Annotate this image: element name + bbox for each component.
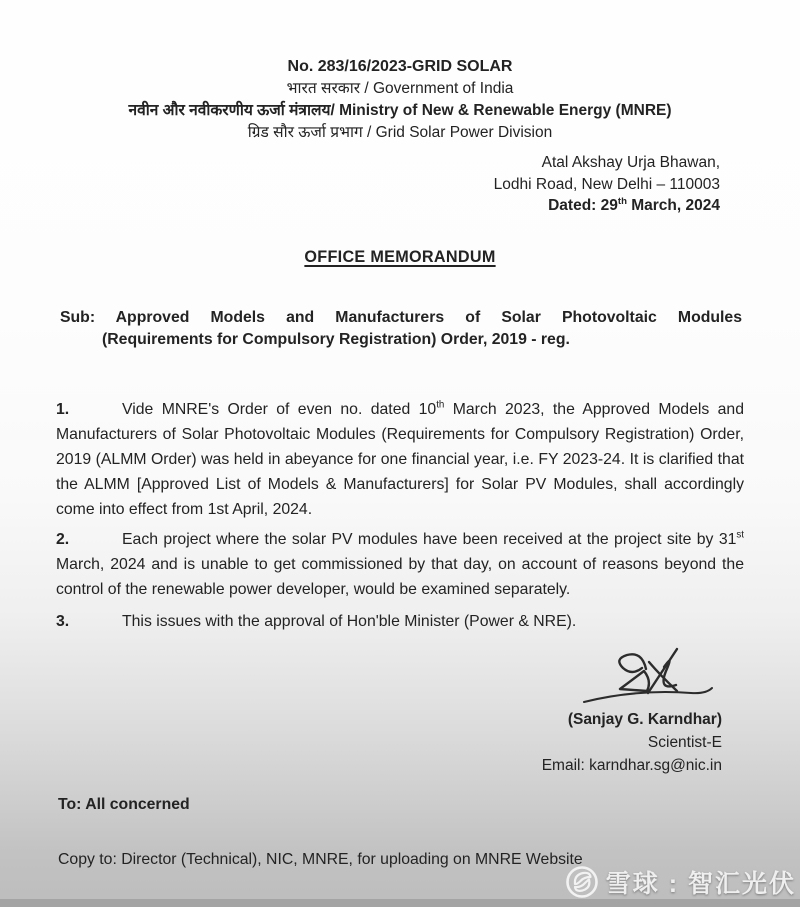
- subject-block: [60, 307, 742, 351]
- letterhead: [0, 56, 800, 144]
- date-text-rest: March, 2024: [626, 197, 720, 214]
- paragraph-2-superscript: st: [736, 529, 744, 541]
- paragraph-2: [56, 527, 744, 602]
- ministry-line: नवीन और नवीकरणीय ऊर्जा मंत्रालय/ Ministry of New & Renewable Energy (MNRE): [128, 102, 672, 119]
- date-line: [494, 195, 720, 217]
- paragraph-1-superscript: th: [436, 399, 445, 411]
- paragraph-3-number: 3.: [56, 613, 70, 630]
- memo-title-text: OFFICE MEMORANDUM: [304, 248, 496, 266]
- address-block: [494, 152, 720, 217]
- paragraph-1: [56, 397, 744, 522]
- government-line: भारत सरकार / Government of India: [286, 80, 514, 97]
- division-line: ग्रिड सौर ऊर्जा प्रभाग / Grid Solar Power Division: [247, 124, 553, 141]
- paragraph-1-number: 1.: [56, 401, 70, 418]
- reference-number: No. 283/16/2023-GRID SOLAR: [287, 58, 513, 75]
- paragraph-1-text-rest: March 2023, the Approved Models and Manufacturers of Solar Photovoltaic Modules (Requirements for Compulsory Registration) Order, 2019 (ALMM Order) was held in abeyance for one financial year, i.e. FY 2023-24. It is clarified that the ALMM [Approved List of Models & Manufacturers] for Solar PV Modules, shall accordingly come into effect from 1st April, 2024.: [56, 401, 744, 518]
- signatory-designation: Scientist-E: [647, 734, 722, 751]
- paragraph-1-text: Vide MNRE's Order of even no. dated 10: [122, 401, 437, 418]
- bottom-bar: [0, 899, 800, 907]
- signature-scribble: [556, 645, 716, 707]
- date-text: Dated: 29: [548, 197, 618, 214]
- paragraph-2-text: Each project where the solar PV modules have been received at the project site by 31: [122, 531, 737, 548]
- signatory-email: Email: karndhar.sg@nic.in: [541, 757, 722, 774]
- paragraph-2-number: 2.: [56, 531, 70, 548]
- paragraph-3-text: This issues with the approval of Hon'ble Minister (Power & NRE).: [122, 613, 577, 630]
- xueqiu-snowball-logo-icon: [565, 865, 599, 899]
- watermark-text: 雪球 : 智汇光伏: [605, 870, 796, 898]
- to-line: To: All concerned: [58, 796, 190, 813]
- signatory-name: (Sanjay G. Karndhar): [567, 711, 722, 728]
- address-line-1: Atal Akshay Urja Bhawan,: [541, 154, 720, 171]
- date-superscript: th: [617, 195, 627, 207]
- subject-line-2: (Requirements for Compulsory Registration) Order, 2019 - reg.: [102, 331, 570, 348]
- watermark: [565, 864, 796, 900]
- paragraph-2-text-rest: March, 2024 and is unable to get commissioned by that day, on account of reasons beyond the control of the renewable power developer, would be examined separately.: [56, 556, 744, 598]
- signature-block: [442, 645, 722, 776]
- subject-line-1: Sub: Approved Models and Manufacturers of Solar Photovoltaic Modules: [60, 309, 742, 326]
- copy-to-line: Copy to: Director (Technical), NIC, MNRE, for uploading on MNRE Website: [58, 851, 583, 868]
- memo-title: [0, 248, 800, 267]
- paragraph-3: [56, 609, 744, 634]
- address-line-2: Lodhi Road, New Delhi – 110003: [493, 175, 720, 193]
